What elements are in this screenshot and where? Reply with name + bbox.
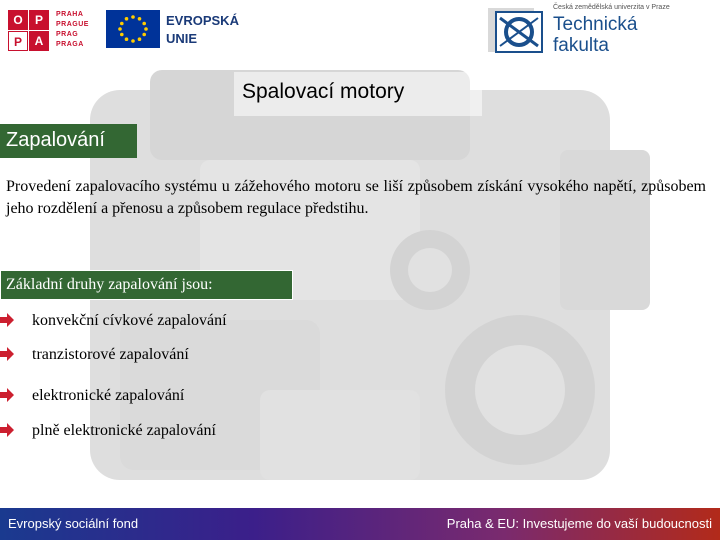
praha-logo-text: [56, 10, 96, 50]
eu-logo-text: [166, 12, 239, 48]
types-heading: Základní druhy zapalování jsou:: [6, 276, 213, 293]
footer-right-text: Praha & EU: Investujeme do vaší budoucnosti: [446, 516, 712, 531]
list-item: [0, 344, 400, 368]
arrow-right-icon: [0, 388, 14, 402]
faculty-name-line2: fakulta: [553, 35, 609, 56]
eu-flag-icon: [106, 10, 160, 48]
slide-title: Spalovací motory: [242, 80, 405, 103]
arrow-right-icon: [0, 423, 14, 437]
footer-left-text: Evropský sociální fond: [8, 516, 139, 531]
section-paragraph: Provedení zapalovacího systému u zážehového motoru se liší způsobem získání vysokého napětí, způsobem jeho rozdělení a přenosu a způsobem regulace předstihu.: [6, 178, 706, 217]
list-item-text: tranzistorové zapalování: [32, 346, 189, 363]
faculty-name: [553, 14, 638, 56]
opp-logo-letter: P: [29, 10, 49, 30]
praha-line: PRAHA: [56, 11, 84, 18]
section-heading: Zapalování: [6, 129, 105, 151]
faculty-name-line1: Technická: [553, 14, 638, 35]
footer-bar: [0, 508, 720, 540]
section-heading-box: [0, 124, 137, 158]
list-item-text: konvekční cívkové zapalování: [32, 312, 227, 329]
list-item: [0, 310, 400, 334]
arrow-right-icon: [0, 347, 14, 361]
list-item: [0, 420, 400, 444]
eu-logo-line1: EVROPSKÁ: [166, 13, 239, 28]
praha-line: PRAG: [56, 31, 79, 38]
opp-logo-letter: P: [8, 31, 28, 51]
list-item-text: elektronické zapalování: [32, 387, 185, 404]
faculty-logo-icon: [486, 4, 546, 56]
praha-line: PRAGA: [56, 41, 84, 48]
praha-line: PRAGUE: [56, 21, 89, 28]
opp-logo-letter: A: [29, 31, 49, 51]
eu-logo-line2: UNIE: [166, 31, 198, 46]
list-item-text: plně elektronické zapalování: [32, 422, 216, 439]
types-heading-box: [0, 270, 293, 300]
slide-title-box: [234, 72, 482, 116]
arrow-right-icon: [0, 313, 14, 327]
header: [0, 0, 720, 62]
list-item: [0, 385, 400, 409]
university-name: Česká zemědělská univerzita v Praze: [553, 4, 670, 11]
opp-logo-letter: O: [8, 10, 28, 30]
